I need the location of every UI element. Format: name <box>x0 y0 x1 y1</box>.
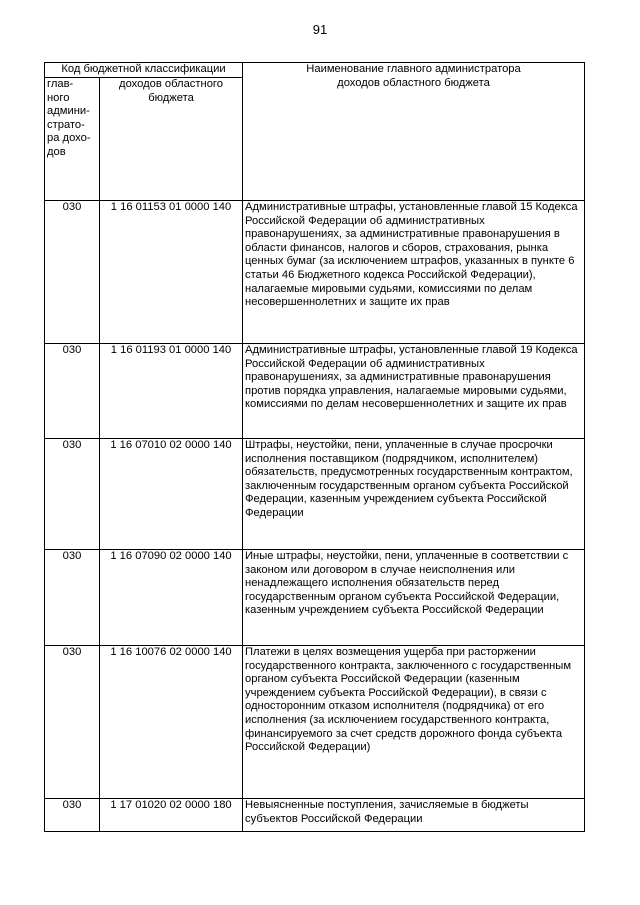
admin-code-cell: 030 <box>45 439 100 550</box>
table-row <box>45 646 585 799</box>
revenue-name-cell: Платежи в целях возмещения ущерба при расторжении государственного контракта, заключенного с государственным органом субъекта Российской Федерации (казенным учреждением субъекта Российской Федерации), в связи с односторонним отказом исполнителя (подрядчика) от его исполнения (за исключением государственного контракта, финансируемого за счет средств дорожного фонда субъекта Российской Федерации) <box>243 646 585 799</box>
revenue-code-cell: 1 16 01153 01 0000 140 <box>100 201 243 344</box>
admin-code-cell: 030 <box>45 799 100 832</box>
revenue-code-cell: 1 16 01193 01 0000 140 <box>100 344 243 439</box>
revenue-code-cell: 1 17 01020 02 0000 180 <box>100 799 243 832</box>
revenue-name-cell: Штрафы, неустойки, пени, уплаченные в случае просрочки исполнения поставщиком (подрядчиком, исполнителем) обязательств, предусмотренных государственным контрактом, заключенным государственным органом субъекта Российской Федерации, казенным учреждением субъекта Российской Федерации <box>243 439 585 550</box>
table-row <box>45 344 585 439</box>
revenue-name-cell: Иные штрафы, неустойки, пени, уплаченные в соответствии с законом или договором в случае неисполнения или ненадлежащего исполнения обязательств перед государственным органом субъекта Российской Федерации, казенным учреждением субъекта Российской Федерации <box>243 550 585 646</box>
header-chief-administrator: глав- ного админи- страто- ра дохо- дов <box>45 78 100 201</box>
table-row <box>45 201 585 344</box>
page-number: 91 <box>312 22 328 37</box>
budget-classification-table <box>44 62 585 832</box>
header-budget-classification-code: Код бюджетной классификации <box>45 63 243 78</box>
admin-code-cell: 030 <box>45 646 100 799</box>
revenue-code-cell: 1 16 10076 02 0000 140 <box>100 646 243 799</box>
admin-code-cell: 030 <box>45 201 100 344</box>
revenue-name-cell: Административные штрафы, установленные главой 19 Кодекса Российской Федерации об административных правонарушениях, за административные правонарушения против порядка управления, налагаемые мировыми судьями, комиссиями по делам несовершеннолетних и защите их прав <box>243 344 585 439</box>
table-row <box>45 799 585 832</box>
revenue-code-cell: 1 16 07090 02 0000 140 <box>100 550 243 646</box>
header-administrator-name: Наименование главного администратора доходов областного бюджета <box>243 63 585 201</box>
header-row-group <box>45 63 585 78</box>
header-revenue-code: доходов областного бюджета <box>100 78 243 201</box>
table-row <box>45 550 585 646</box>
revenue-code-cell: 1 16 07010 02 0000 140 <box>100 439 243 550</box>
revenue-name-cell: Невыясненные поступления, зачисляемые в бюджеты субъектов Российской Федерации <box>243 799 585 832</box>
revenue-name-cell: Административные штрафы, установленные главой 15 Кодекса Российской Федерации об административных правонарушениях, за административные правонарушения в области финансов, налогов и сборов, страхования, рынка ценных бумаг (за исключением штрафов, указанных в пункте 6 статьи 46 Бюджетного кодекса Российской Федерации), налагаемые мировыми судьями, комиссиями по делам несовершеннолетних и защите их прав <box>243 201 585 344</box>
admin-code-cell: 030 <box>45 344 100 439</box>
table-row <box>45 439 585 550</box>
admin-code-cell: 030 <box>45 550 100 646</box>
